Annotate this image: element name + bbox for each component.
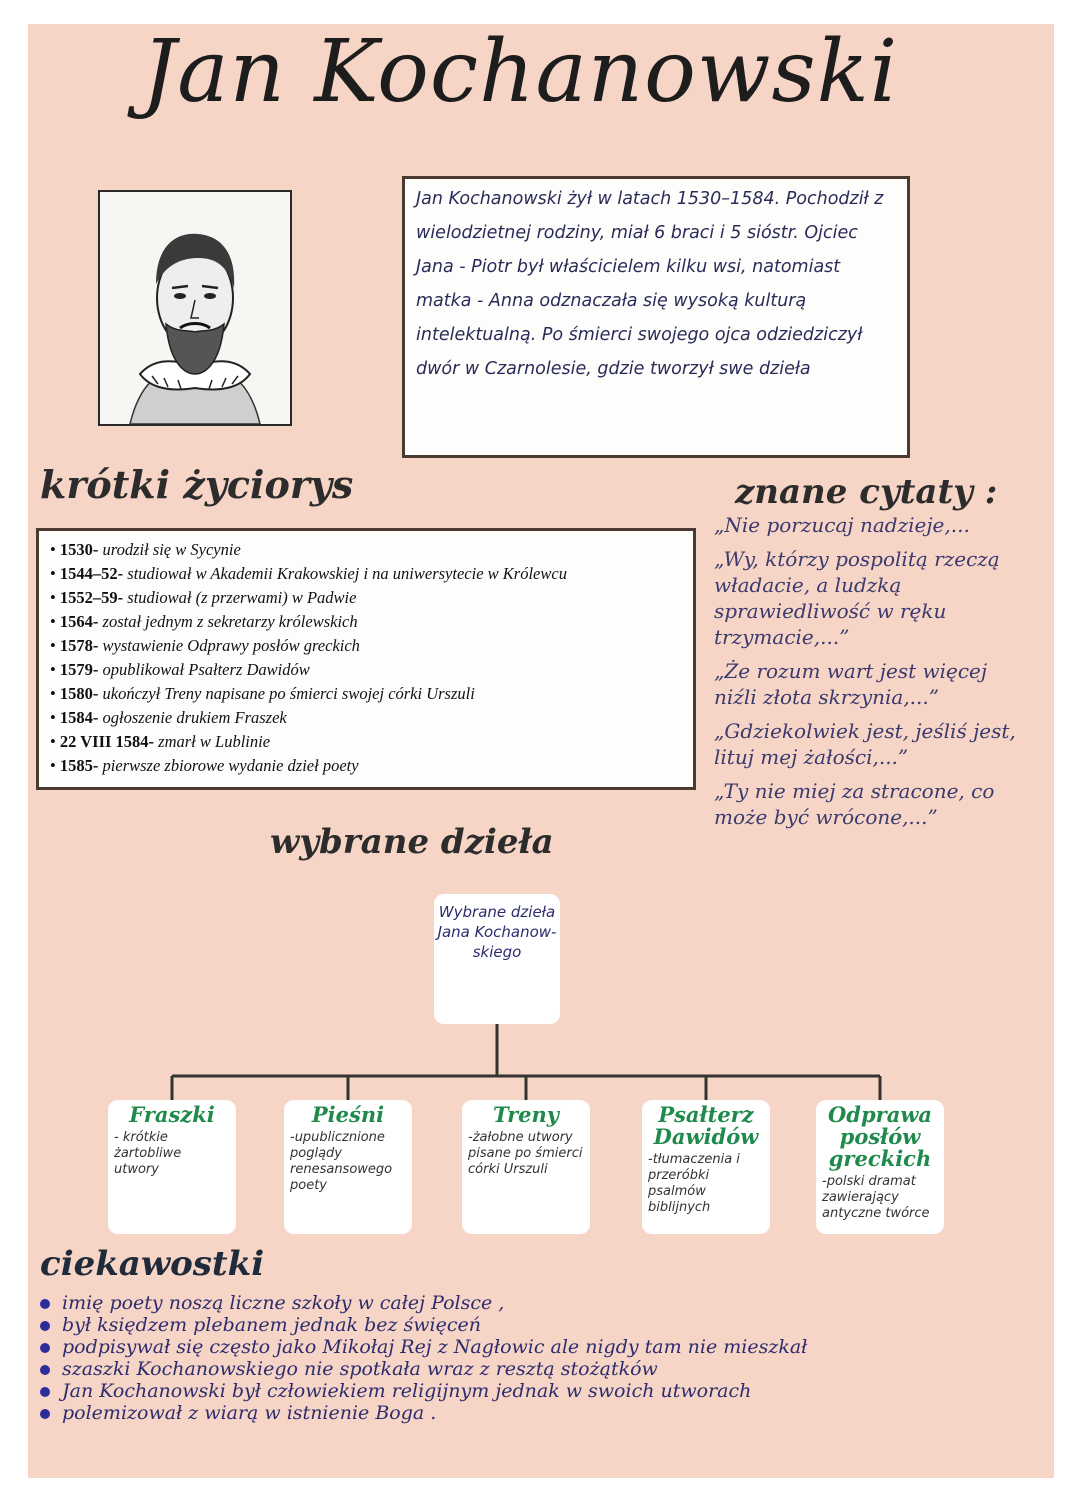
work-card-piesni xyxy=(284,1100,412,1234)
quote-item: „Nie porzucaj nadzieje,... xyxy=(714,513,970,537)
portrait-drawing xyxy=(100,192,290,424)
fact-item: podpisywał się często jako Mikołaj Rej z Nagłowic ale nigdy tam nie mieszkał xyxy=(36,1336,1026,1358)
work-title: Odprawa posłów greckich xyxy=(827,1102,932,1171)
facts-heading: ciekawostki xyxy=(40,1244,265,1284)
quote-item: „Gdziekolwiek jest, jeśliś jest, lituj mej żałości,...” xyxy=(714,719,1016,769)
quote-item: „Wy, którzy pospolitą rzeczą władacie, a ludzką sprawiedliwość w ręku trzymacie,...” xyxy=(714,547,1000,649)
quote-item: „Ty nie miej za stracone, co może być wrócone,...” xyxy=(714,779,995,829)
timeline-item: • 1552–59- studiował (z przerwami) w Padwie xyxy=(50,588,357,607)
work-desc: -polski dramat zawierający antyczne twórce xyxy=(822,1174,930,1221)
timeline-item: • 1530- urodził się w Sycynie xyxy=(50,540,241,559)
work-desc: -tłumaczenia i przeróbki psalmów biblijnych xyxy=(648,1152,740,1215)
timeline-item: • 1580- ukończył Treny napisane po śmierci swojej córki Urszuli xyxy=(50,684,475,703)
timeline-item: • 1544–52- studiował w Akademii Krakowskiej i na uniwersytecie w Królewcu xyxy=(50,564,567,583)
page-title: Jan Kochanowski xyxy=(141,22,899,122)
work-title: Treny xyxy=(493,1102,559,1127)
fact-item: polemizował z wiarą w istnienie Boga . xyxy=(36,1402,1026,1424)
quotes-list xyxy=(714,512,1024,838)
work-card-psalterz xyxy=(642,1100,770,1234)
works-root-box: Wybrane dzieła Jana Kochanow-skiego xyxy=(434,894,560,1024)
works-heading: wybrane dzieła xyxy=(270,822,554,862)
fact-item: szaszki Kochanowskiego nie spotkała wraz z resztą stożątków xyxy=(36,1358,1026,1380)
bio-text: Jan Kochanowski żył w latach 1530–1584. Pochodził z wielodzietnej rodziny, miał 6 braci i 5 sióstr. Ojciec Jana - Piotr był właścicielem kilku wsi, natomiast matka - Anna odznaczała się wysoką kulturą intelektualną. Po śmierci swojego ojca odziedziczył dwór w Czarnolesie, gdzie tworzył swe dzieła xyxy=(416,189,884,379)
portrait-image xyxy=(98,190,292,426)
bio-paper xyxy=(402,176,910,458)
timeline-item: • 1579- opublikował Psałterz Dawidów xyxy=(50,660,310,679)
timeline-item: • 22 VIII 1584- zmarł w Lublinie xyxy=(50,732,271,751)
work-card-odprawa xyxy=(816,1100,944,1234)
timeline-item: • 1584- ogłoszenie drukiem Fraszek xyxy=(50,708,287,727)
fact-item: był księdzem plebanem jednak bez święceń xyxy=(36,1314,1026,1336)
work-card-fraszki xyxy=(108,1100,236,1234)
timeline-item: • 1585- pierwsze zbiorowe wydanie dzieł poety xyxy=(50,756,359,775)
short-bio-heading: krótki życiorys xyxy=(40,462,354,507)
fact-item: Jan Kochanowski był człowiekiem religijnym jednak w swoich utworach xyxy=(36,1380,1026,1402)
work-desc: - krótkie żartobliwe utwory xyxy=(114,1130,182,1177)
timeline-item: • 1564- został jednym z sekretarzy królewskich xyxy=(50,612,358,631)
quotes-heading: znane cytaty : xyxy=(735,472,998,512)
work-title: Fraszki xyxy=(129,1102,215,1127)
timeline-list xyxy=(50,538,686,778)
timeline-item: • 1578- wystawienie Odprawy posłów greckich xyxy=(50,636,360,655)
work-title: Psałterz Dawidów xyxy=(653,1102,759,1149)
work-desc: -żałobne utwory pisane po śmierci córki Urszuli xyxy=(468,1130,583,1177)
facts-list xyxy=(36,1292,1026,1424)
timeline-paper xyxy=(36,528,696,790)
fact-item: imię poety noszą liczne szkoły w całej Polsce , xyxy=(36,1292,1026,1314)
work-title: Pieśni xyxy=(311,1102,385,1127)
work-desc: -upublicznione poglądy renesansowego poety xyxy=(290,1130,393,1193)
work-card-treny xyxy=(462,1100,590,1234)
quote-item: „Że rozum wart jest więcej niźli złota skrzynia,...” xyxy=(714,659,988,709)
